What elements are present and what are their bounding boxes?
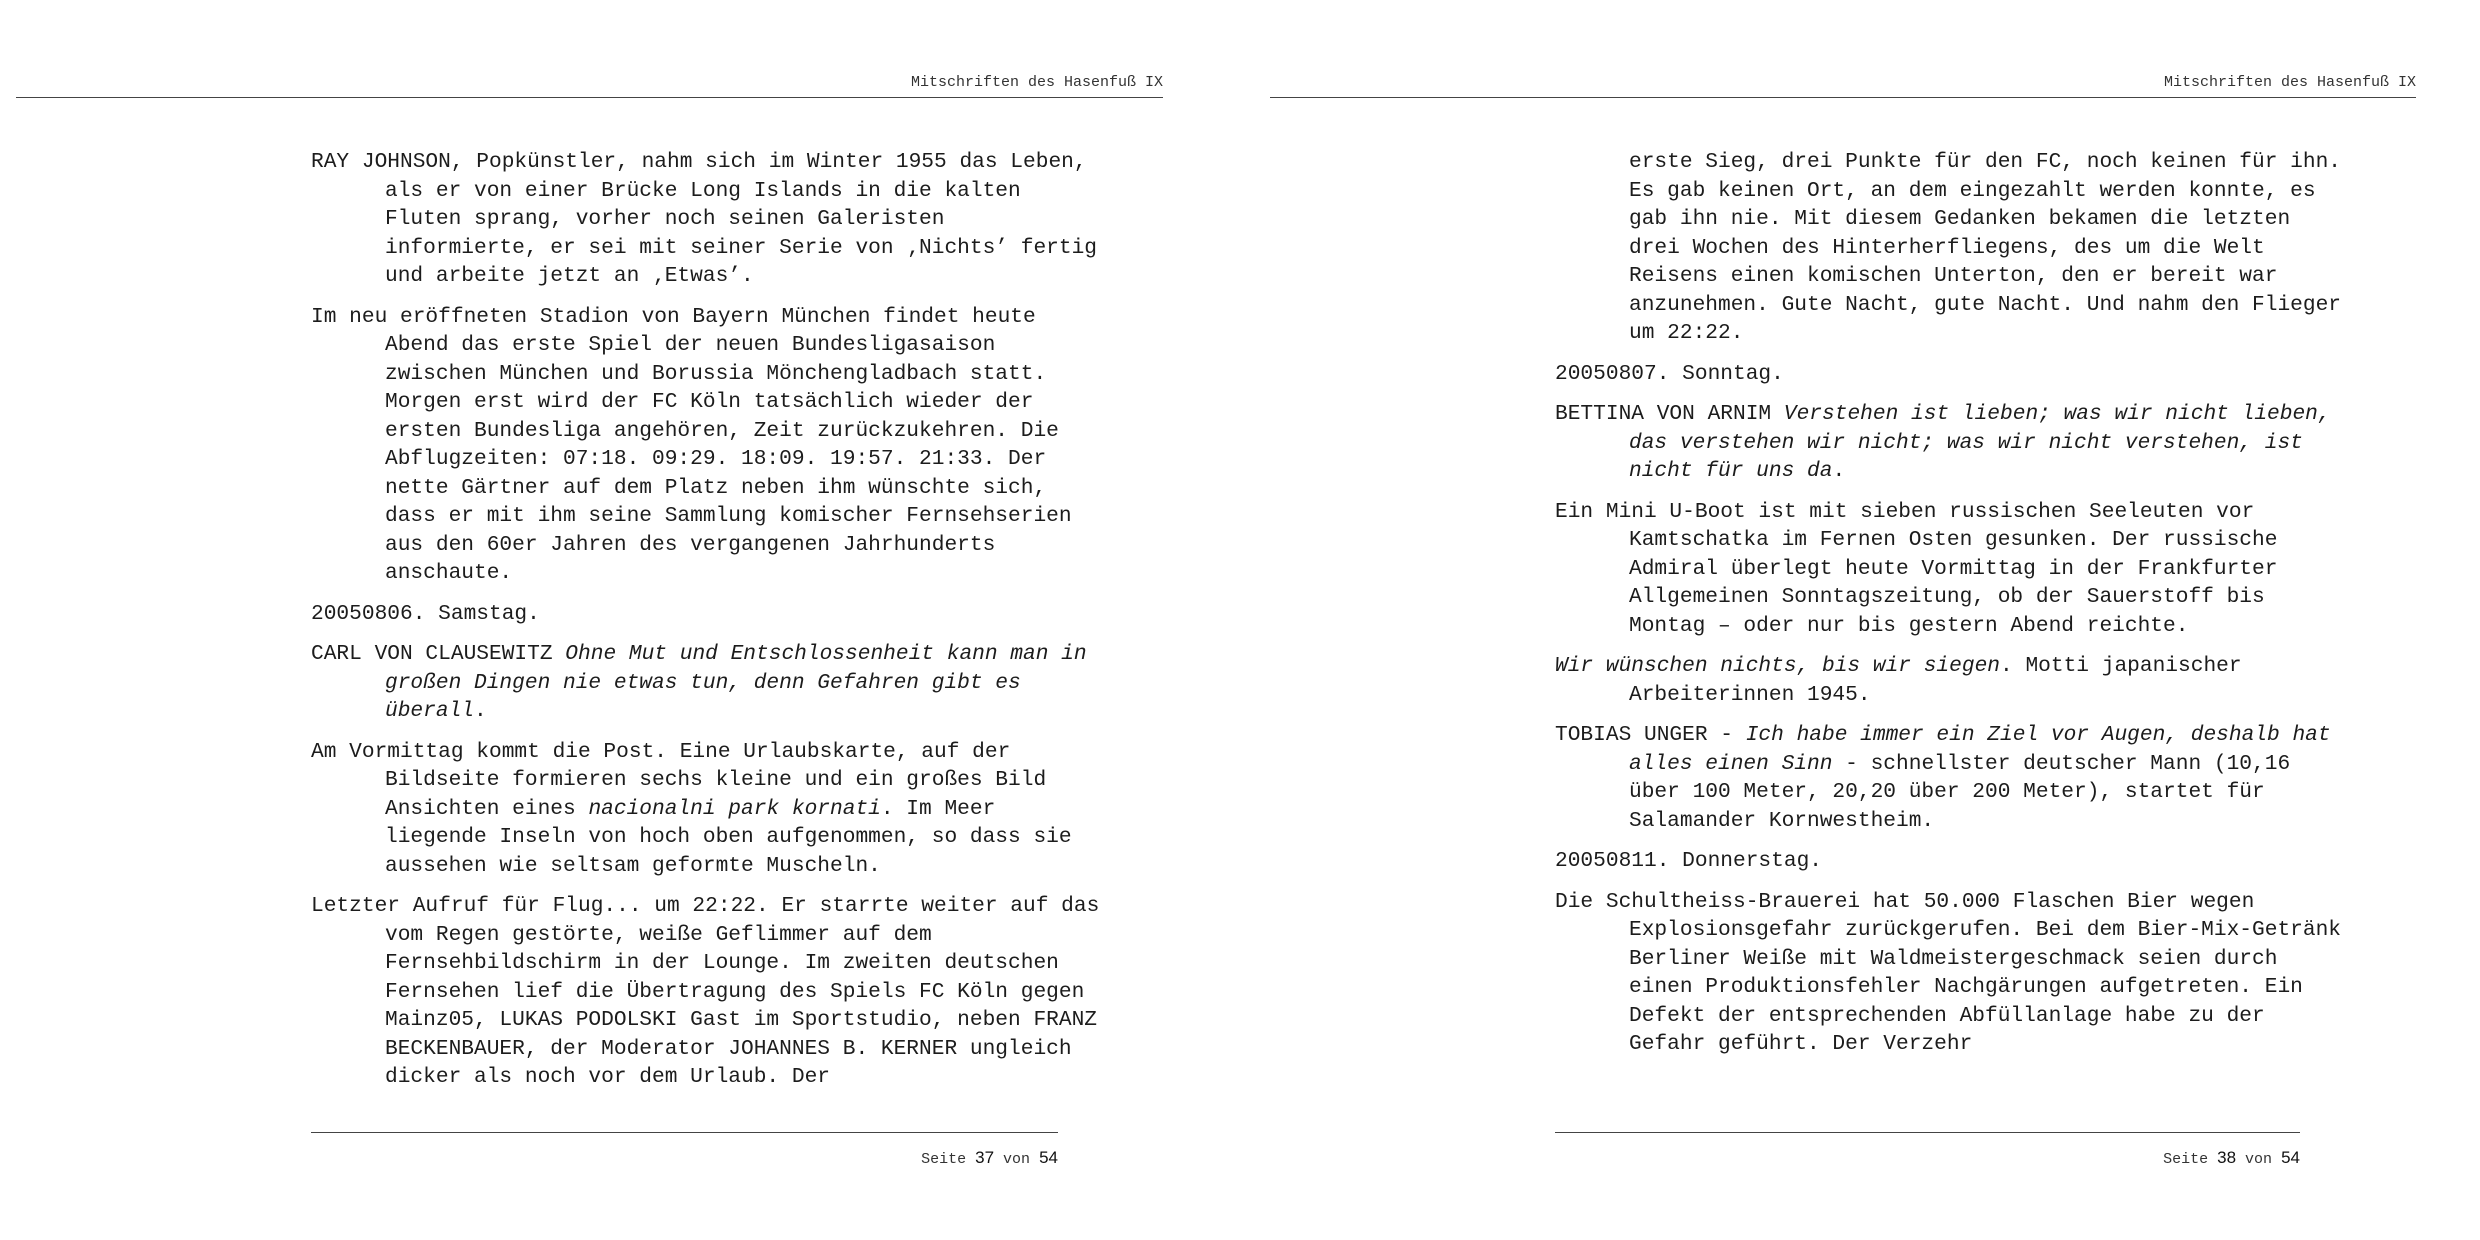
date-heading: 20050811. Donnerstag. [1555,849,1823,873]
footer-rule [1555,1132,2300,1133]
page-footer: Seite 38 von 54 [2163,1148,2300,1168]
running-header: Mitschriften des Hasenfuß IX [910,74,1163,91]
quote-paragraph: Wir wünschen nichts, bis wir siegen. Motti japanischer Arbeiterinnen 1945. [1555,654,2242,707]
page-body [311,148,1101,1104]
page-body [1555,148,2345,1071]
italic-phrase: nacionalni park kornati [588,796,881,821]
paragraph: Ein Mini U-Boot ist mit sieben russischen Seeleuten vor Kamtschatka im Fernen Osten gesunken. Der russische Admiral überlegt heute Vormittag in der Frankfurter Allgemeinen Sonntagszeitung, ob der Sauerstoff bis Montag – oder nur bis gestern Abend reichte. [1555,499,2278,638]
paragraph: Am Vormittag kommt die Post. Eine Urlaubskarte, auf der Bildseite formieren sechs kleine und ein großes Bild Ansichten eines nacionalni park kornati. Im Meer liegende Inseln von hoch oben aufgenommen, so dass sie aussehen wie seltsam geformte Muscheln. [311,739,1072,878]
date-heading: 20050806. Samstag. [311,601,540,626]
quote-paragraph: BETTINA VON ARNIM Verstehen ist lieben; was wir nicht lieben, das verstehen wir nicht; was wir nicht verstehen, ist nicht für uns da. [1555,402,2331,483]
quote-text: Ohne Mut und Entschlossenheit kann man in großen Dingen nie etwas tun, denn Gefahren gibt es überall [385,642,1087,723]
running-header: Mitschriften des Hasenfuß IX [2163,74,2416,91]
quote-paragraph: TOBIAS UNGER - Ich habe immer ein Ziel vor Augen, deshalb hat alles einen Sinn - schnellster deutscher Mann (10,16 über 100 Meter, 20,20 über 200 Meter), startet für Salamander Kornwestheim. [1555,723,2331,833]
continuation-paragraph: erste Sieg, drei Punkte für den FC, noch keinen für ihn. Es gab keinen Ort, an dem eingezahlt werden konnte, es gab ihn nie. Mit diesem Gedanken bekamen die letzten drei Wochen des Hinterherfliegens, des um die Welt Reisens einen komischen Unterton, den er bereit war anzunehmen. Gute Nacht, gute Nacht. Und nahm den Flieger um 22:22. [1629,150,2342,345]
page-total: 54 [1039,1148,1058,1167]
date-heading: 20050807. Sonntag. [1555,361,1784,386]
paragraph: RAY JOHNSON, Popkünstler, nahm sich im Winter 1955 das Leben, als er von einer Brücke Long Islands in die kalten Fluten sprang, vorher noch seinen Galeristen informierte, er sei mit seiner Serie von ‚Nichts’ fertig und arbeite jetzt an ‚Etwas’. [311,150,1098,288]
footer-rule [311,1132,1058,1133]
right-page [1240,0,2480,1240]
header-rule [16,97,1163,98]
quote-text: Verstehen ist lieben; was wir nicht lieben, das verstehen wir nicht; was wir nicht verstehen, ist nicht für uns da [1629,402,2331,483]
page-total: 54 [2281,1148,2300,1167]
paragraph: Letzter Aufruf für Flug... um 22:22. Er starrte weiter auf das vom Regen gestörte, weiße Geflimmer auf dem Fernsehbildschirm in der Lounge. Im zweiten deutschen Fernsehen lief die Übertragung des Spiels FC Köln gegen Mainz05, LUKAS PODOLSKI Gast im Sportstudio, neben FRANZ BECKENBAUER, der Moderator JOHANNES B. KERNER ungleich dicker als noch vor dem Urlaub. Der [311,894,1100,1089]
page-number: 37 [975,1148,995,1167]
paragraph: Im neu eröffneten Stadion von Bayern München findet heute Abend das erste Spiel der neuen Bundesligasaison zwischen München und Borussia Mönchengladbach statt. Morgen erst wird der FC Köln tatsächlich wieder der ersten Bundesliga angehören, Zeit zurückzukehren. Die Abflugzeiten: 07:18. 09:29. 18:09. 19:57. 21:33. Der nette Gärtner auf dem Platz neben ihm wünschte sich, dass er mit ihm seine Sammlung komischer Fernsehserien aus den 60er Jahren des vergangenen Jahrhunderts anschaute. [311,304,1072,585]
page-footer: Seite 37 von 54 [921,1148,1058,1168]
paragraph: Die Schultheiss-Brauerei hat 50.000 Flaschen Bier wegen Explosionsgefahr zurückgerufen. Bei dem Bier-Mix-Getränk Berliner Weiße mit Waldmeistergeschmack seien durch einen Produktionsfehler Nachgärungen aufgetreten. Ein Defekt der entsprechenden Abfüllanlage habe zu der Gefahr geführt. Der Verzehr [1555,889,2342,1056]
quote-text: Ich habe immer ein Ziel vor Augen, deshalb hat alles einen Sinn [1629,723,2331,776]
quote-paragraph: CARL VON CLAUSEWITZ Ohne Mut und Entschlossenheit kann man in großen Dingen nie etwas tun, denn Gefahren gibt es überall. [311,642,1087,723]
page-number: 38 [2217,1148,2237,1167]
header-rule [1270,97,2416,98]
quote-text: Wir wünschen nichts, bis wir siegen [1555,654,2001,678]
